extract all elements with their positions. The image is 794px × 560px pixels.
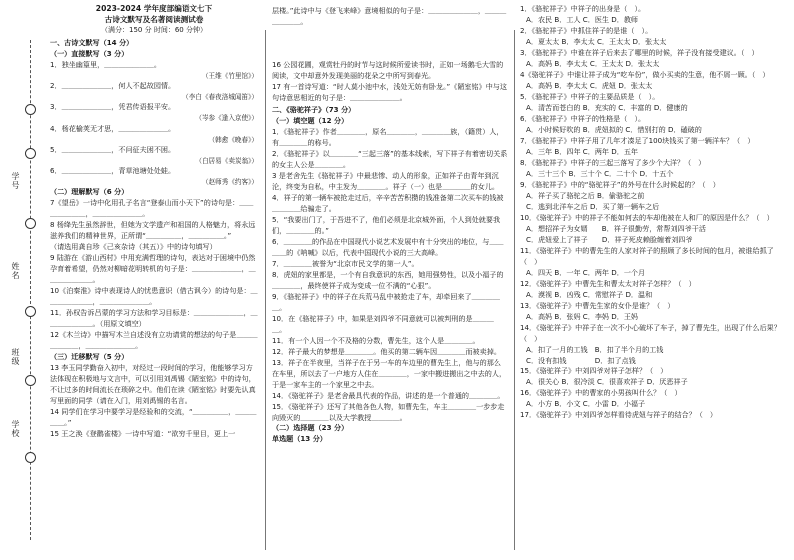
subsection-heading: （一）填空题（12 分） <box>272 115 349 125</box>
source-citation: （赵师秀《约客》） <box>201 178 258 187</box>
binding-label-class: 班级 <box>11 348 20 366</box>
column-1 <box>50 4 258 440</box>
question: 10．在《骆驼祥子》中，如果是刘四爷不同意就可以被判刑的是＿＿＿＿。 <box>272 313 494 334</box>
question: 17．《骆驼祥子》中刘四爷怎样看待虎妞与祥子的结合？（ ） <box>520 410 718 420</box>
source-citation: （岑参《逢入京使》） <box>195 114 258 123</box>
question: 11．有一个人因一个不及格的分数，曹先生，这个人是＿＿＿＿。 <box>272 335 480 345</box>
question: 3．《骆驼祥子》中谁在祥子后来去了哪里的时候，祥子没有接受建议。（ ） <box>520 47 759 57</box>
answer-options: C．逃到北洋车之后 D．买了第一辆车之后 <box>526 201 660 211</box>
binding-label-name: 姓名 <box>11 262 20 280</box>
question: 11．《骆驼祥子》中的曹先生的人家对祥子的照顾了多长时间的包月，被谁给抓了（ ） <box>520 245 774 266</box>
binding-label-school: 学校 <box>11 420 20 438</box>
source-citation: （李白《春夜洛城闻笛》） <box>182 93 258 102</box>
answer-options: A．高妈 B．张妈 C．李妈 D．王妈 <box>526 311 639 321</box>
question: 10．《骆驼祥子》中的祥子不能如何去的车却他被在人和厂的原因是什么？（ ） <box>520 212 774 222</box>
answer-options: A．清苦而苍白的 B．充实的 C．丰富的 D．健康的 <box>526 102 688 112</box>
column-divider <box>265 30 266 550</box>
answer-options: A．高妈 B．李太太 C．王太太 D．张太太 <box>526 58 660 68</box>
question: 1．独坐幽篁里，＿＿＿＿＿＿＿。 <box>50 60 161 70</box>
question: 2．《骆驼祥子》以＿＿＿＿“三起三落”的基本线索，写下祥子有着密切关系的女主人公是＿＿＿＿。 <box>272 148 508 169</box>
column-3 <box>520 4 786 421</box>
section-heading: 二、《骆驼祥子》（73 分） <box>272 104 356 114</box>
question: 16．《骆驼祥子》中的曹家的小男孩叫什么？（ ） <box>520 388 682 398</box>
source-citation: （白居易《卖炭翁》） <box>195 156 258 165</box>
question: 7．＿＿＿＿被誉为“北京市民文学的第一人”。 <box>272 258 419 268</box>
question: 13．《骆驼祥子》中曹先生家的女仆是谁？（ ） <box>520 300 675 310</box>
subsection-heading: （一）直接默写（3 分） <box>50 49 129 59</box>
answer-options: A．漠视 B．凶残 C．常慰祥子 D．温和 <box>526 289 653 299</box>
question: 6．＿＿＿＿＿＿＿，青草池塘处处蛙。 <box>50 166 176 176</box>
question: 9 陆游在《游山西村》中用充满哲理的诗句，表达对于困境中仍然孕育着希望，仍然对柳暗花明转机的句子是：＿＿＿＿＿＿＿，＿＿＿＿＿＿＿。 <box>50 253 256 285</box>
answer-options: A．三十三个 B．三十个 C．二十个 D．十五个 <box>526 168 674 178</box>
answer-options: A．祥子买了骆驼之后 B．偷骆驼之前 <box>526 190 645 200</box>
question: 12《木兰诗》中描写木兰自述没有立功请赏的想法的句子是＿＿＿＿＿＿＿，＿＿＿＿＿＿＿。 <box>50 330 258 351</box>
question: 9．《骆驼祥子》中的“骆驼祥子”的外号在什么时候起的？（ ） <box>520 179 720 189</box>
question: 1．《骆驼祥子》作者＿＿＿＿，原名＿＿＿＿，＿＿＿＿族，（籍贯）人，有＿＿＿＿的称号。 <box>272 126 504 147</box>
question: 4《骆驼祥子》中谁让祥子成为“吃车份”，做小买卖的生意，他不屑一顾。（ ） <box>520 69 770 79</box>
column-2-content <box>272 60 508 445</box>
question: 7．《骆驼祥子》中祥子用了几年才凑足了100块钱买了第一辆洋车？（ ） <box>520 135 755 145</box>
question: 5．《骆驼祥子》中祥子的主要品质是（ ）。 <box>520 91 660 101</box>
question: 2．《骆驼祥子》中抓住祥子的是谁（ ）。 <box>520 25 653 35</box>
answer-options: A．夏太太 B．李太太 C．王太太 D．张太太 <box>526 36 667 46</box>
question: 3 是老舍先生《骆驼祥子》中最悲惨、动人的形象，正如祥子由青年到沉沦，终变为自私，中主发为＿＿＿＿。祥子（一）也是＿＿＿＿的女儿。 <box>272 170 499 191</box>
question: 13 李玉同学勤奋入初中，对经过一段时间的学习，他能够学习方法体现在积极地与文言中，可以引用刘禹锡《陋室铭》中的诗句，不让过多的时间流长在琐碎之中。他们在读《陋室铭》时要先认真写里面的同学（请在入门，用刘禹锡的名言。 <box>50 363 256 405</box>
question: 12．《骆驼祥子》中曹先生和曹太太对祥子怎样？（ ） <box>520 278 696 288</box>
subsection-heading: 单选题（13 分） <box>272 434 327 444</box>
answer-options: A．农民 B．工人 C．医生 D．教师 <box>526 14 639 24</box>
column-3-content <box>520 4 786 421</box>
source-citation: （王维《竹里馆》） <box>201 72 258 81</box>
column-2 <box>272 60 508 445</box>
question: 15．《骆驼祥子》还写了其他各色人物，如曹先生，车主＿＿＿＿一步步走向毁灭的＿＿＿＿以及大学教授＿＿＿＿。 <box>272 401 505 422</box>
column-divider <box>514 30 515 550</box>
question: 8．虎妞的家里都是，一个有自我意识的东西，她用强势性，以及小福子的＿＿＿＿，最终使祥子成为变成一位不满的“心狠”。 <box>272 269 504 290</box>
binding-hole <box>25 218 36 229</box>
answer-options: A．四天 B．一年 C．两年 D．一个月 <box>526 267 646 277</box>
column-2-continuation: 层楼。”此诗中与《登飞来峰》意境相似的句子是：＿＿＿＿＿＿＿，＿＿＿＿＿＿＿。 <box>272 6 507 26</box>
question: 5．“我要出门了，于吾进不了，他们必须是北京城外面，个人到处就要我们，＿＿＿＿的。” <box>272 214 501 235</box>
binding-hole <box>25 104 36 115</box>
binding-margin <box>0 0 48 560</box>
exam-subtitle: 古诗文默写及名著阅读测试卷 <box>104 14 204 24</box>
question: 2．＿＿＿＿＿＿＿，何人不起故园情。 <box>50 81 176 91</box>
answer-options: C．没有扣钱 D．扣了点钱 <box>526 355 636 365</box>
question: 4．杨花榆荚无才思，＿＿＿＿＿＿＿。 <box>50 123 176 133</box>
answer-options: A．扣了一月的工钱 B．扣了半个月的工钱 <box>526 344 664 354</box>
binding-label-student-id: 学号 <box>11 172 20 190</box>
question: 16 公园花圃，观赏牡丹的时节与这时候所爱读书时，正如一场鹅毛大雪的阅读，文中却意外发现美丽的花朵之中所写到春光。 <box>272 60 504 80</box>
subsection-heading: （二）选择题（23 分） <box>272 423 349 433</box>
subsection-heading: （二）理解默写（6 分） <box>50 187 129 197</box>
section-heading: 一、古诗文默写（14 分） <box>50 38 134 48</box>
question: 6．＿＿＿＿的作品在中国现代小说艺术发展中有十分突出的地位，与＿＿＿＿的《呐喊》以后，代表中国现代小说的三大高峰。 <box>272 236 504 257</box>
exam-meta: （满分：150 分 时间：60 分钟） <box>101 26 207 35</box>
exam-title: 2023-2024 学年度部编语文七下 <box>95 4 213 13</box>
question: 8 杨绛先生虽然辞世，但她为文学遗产和祖国的人格魅力，将永远滋养我们的精神世界，正所谓“＿＿＿＿＿，＿＿＿＿＿。” <box>50 220 256 241</box>
source-citation: （韩愈《晚春》） <box>208 135 258 144</box>
answer-options: A．想招祥子为女婿 B．祥子很勤劳，常帮刘四爷干活 <box>526 223 706 233</box>
question: 12．祥子最大的梦想是＿＿＿＿。他买的第二辆车因＿＿＿＿而被卖掉。 <box>272 346 501 356</box>
binding-dashed-line <box>30 40 31 540</box>
question: 9．《骆驼祥子》中的祥子在兵荒马乱中被抢走了车，却牵回来了＿＿＿＿＿。 <box>272 291 500 312</box>
binding-hole <box>25 148 36 159</box>
question: 14．《骆驼祥子》中祥子在一次不小心破坏了车子，掉了曹先生，出现了什么后果？（ ） <box>520 322 781 343</box>
question: 8．《骆驼祥子》中祥子的三起三落写了多少个大洋？（ ） <box>520 157 706 167</box>
answer-options: A．小方 B．小文 C．小雷 D．小福子 <box>526 399 646 409</box>
question: 6．《骆驼祥子》中祥子的性格是（ ）。 <box>520 113 646 123</box>
answer-options: A．很关心 B．很冷淡 C．很喜欢祥子 D．厌恶祥子 <box>526 377 688 387</box>
question: 7《望岳》一诗中化用孔子名言“登泰山而小天下”的诗句是：＿＿＿＿＿＿＿，＿＿＿＿＿＿＿。 <box>50 198 254 219</box>
binding-hole <box>25 375 36 386</box>
question: 14．《骆驼祥子》是老舍最具代表的作品，讲述的是一个普通的＿＿＿＿。 <box>272 390 505 400</box>
binding-hole <box>25 452 36 463</box>
subsection-heading: （三）迁移默写（5 分） <box>50 352 129 362</box>
question: 17 有一首诗写道：“时人莫小池中水，浅处无妨有卧龙。”《陋室铭》中与这句诗意思相近的句子是：＿＿＿＿＿＿＿。 <box>272 81 507 102</box>
question: 15 王之涣《登鹳雀楼》一诗中写道：“欲穷千里目，更上一 <box>50 428 236 438</box>
binding-hole <box>25 306 36 317</box>
question: （请选用龚自珍《己亥杂诗（其五）》中的诗句填写） <box>50 242 217 252</box>
question: 1．《骆驼祥子》中祥子的出身是（ ）。 <box>520 4 646 13</box>
question: 5．＿＿＿＿＿＿＿，不问征夫困不困。 <box>50 144 176 154</box>
column-1-content <box>50 38 258 440</box>
answer-options: A．小时候好吹的 B．虎妞拟的 C．惜别打的 D．磕破的 <box>526 124 702 134</box>
question: 10《泊秦淮》诗中表现诗人的忧患意识（借古讽今）的诗句是：＿＿＿＿＿＿＿，＿＿＿＿＿＿＿。 <box>50 286 258 307</box>
question: 3．＿＿＿＿＿＿＿，凭君传语报平安。 <box>50 102 176 112</box>
answer-options: A．高妈 B．李太太 C．虎妞 D．张太太 <box>526 80 653 90</box>
question: 13．祥子在半夜里，当祥子在于另一车的车边里的曹先生上，他与的那么在车里，所以去了一户地方人住在＿＿＿＿，一家中搬进搬出之中去的人，于是一家车主的一个家里之中去。 <box>272 357 507 389</box>
question: 11．孙权告诉吕蒙的学习方法和学习目标是：＿＿＿＿＿＿＿，＿＿＿＿＿＿＿。（用原文填空） <box>50 308 258 329</box>
question: 15．《骆驼祥子》中刘四爷对祥子怎样？（ ） <box>520 366 668 376</box>
question: 4．祥子的第一辆车被抢走过后，辛辛苦苦积攒的钱准备第二次买车的钱被＿＿＿＿给骗走了。 <box>272 192 504 213</box>
question: 14 同学们在学习中要学习是经验和的交流，“＿＿＿＿＿，＿＿＿＿＿。” <box>50 406 257 427</box>
answer-options: C．虎妞爱上了祥子 D．祥子死皮赖脸缠着刘四爷 <box>526 234 693 244</box>
answer-options: A．三年 B．四年 C．两年 D．五年 <box>526 146 639 156</box>
